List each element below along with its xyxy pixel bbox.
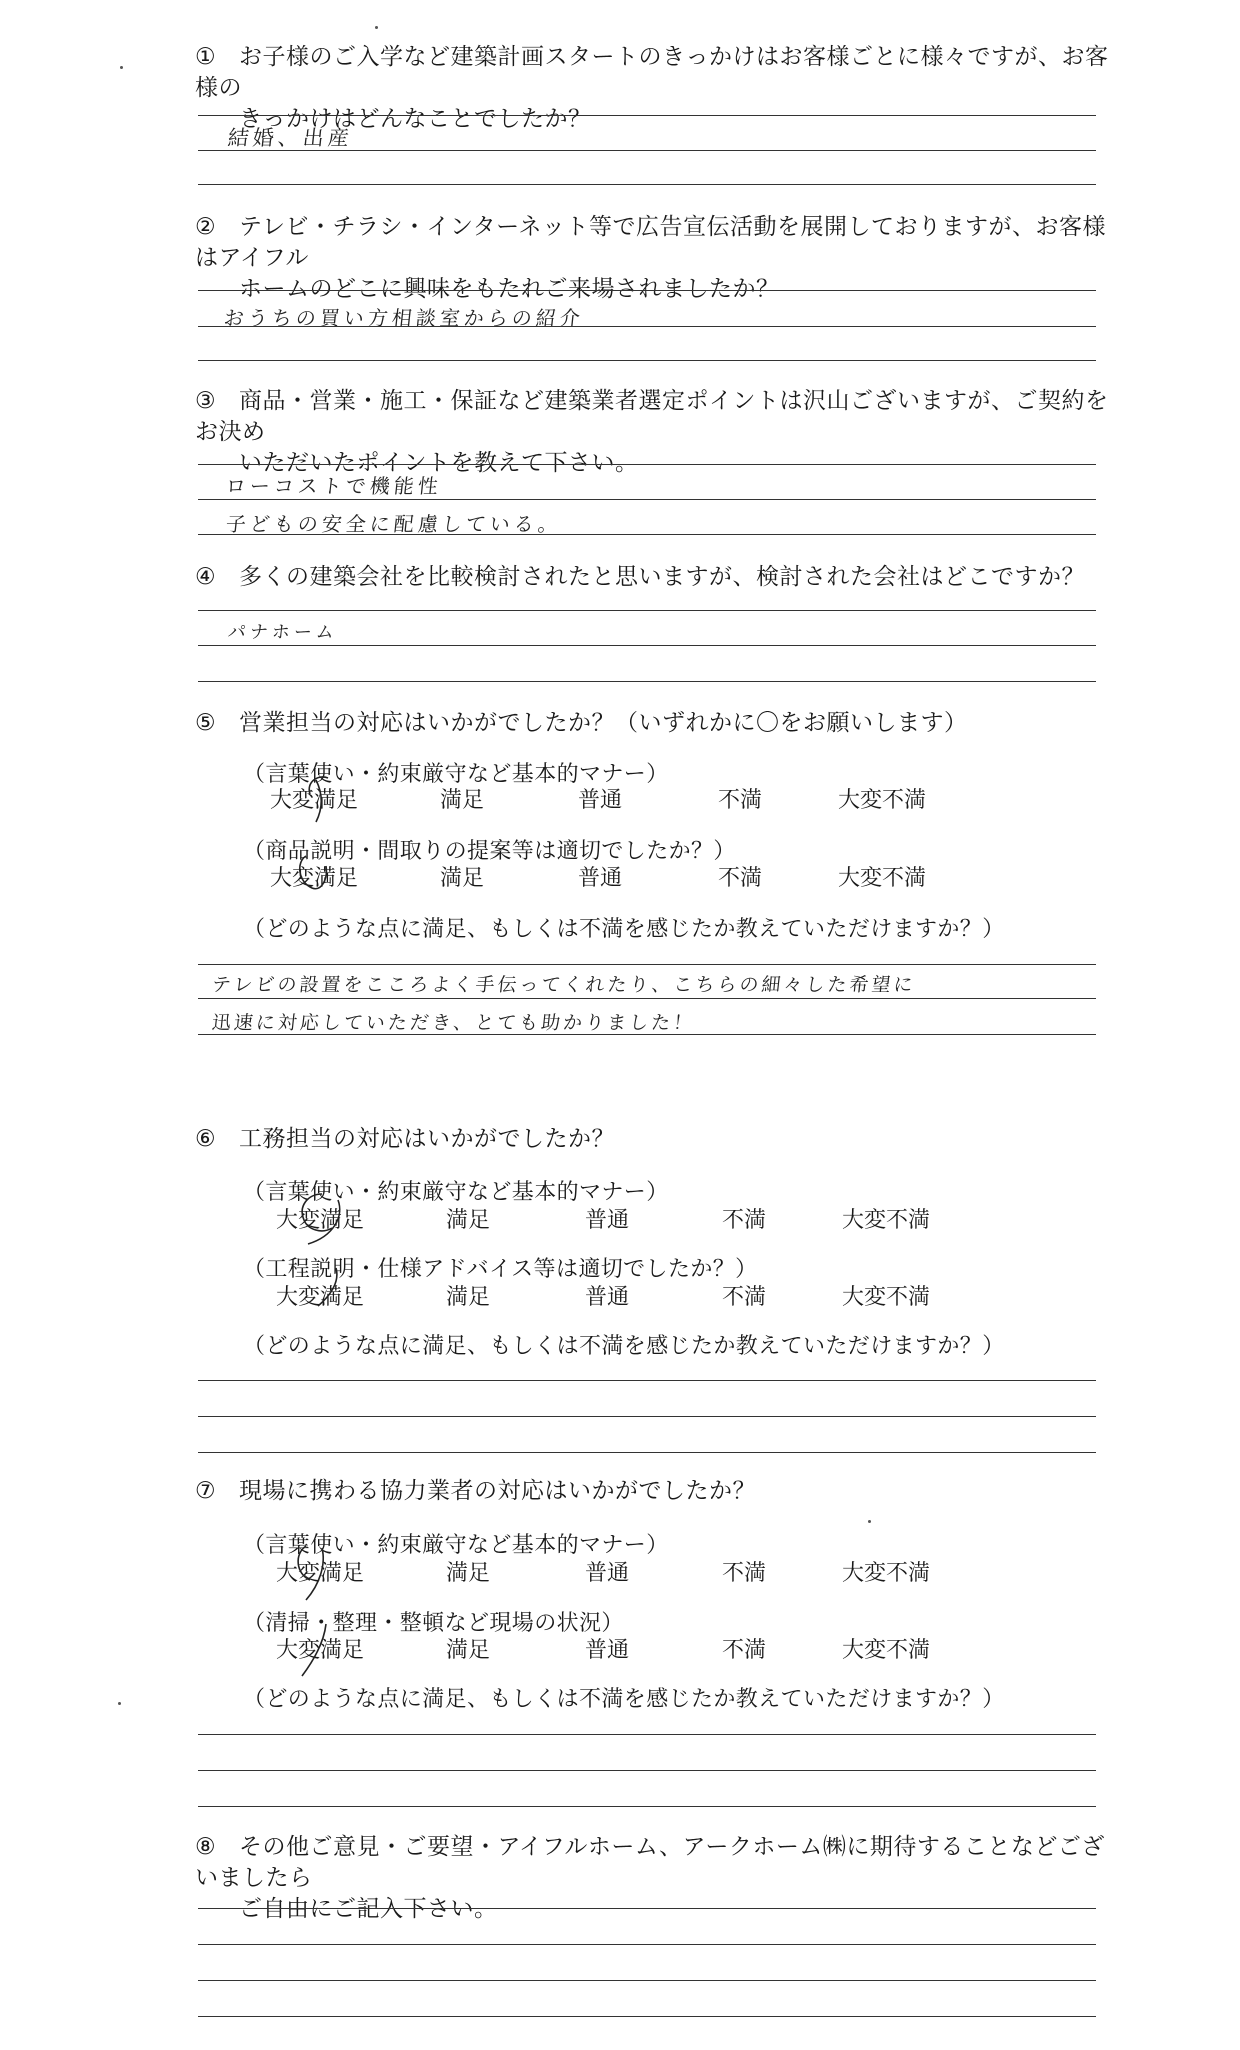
option-satisfied[interactable]: 満足	[440, 788, 485, 813]
selection-circle-mark	[296, 1262, 356, 1322]
answer-line	[198, 1416, 1096, 1417]
handwritten-answer: 迅速に対応していただき、とても助かりました！	[210, 1012, 697, 1034]
answer-line	[198, 184, 1096, 185]
handwritten-answer: テレビの設置をこころよく手伝ってくれたり、こちらの細々した希望に	[210, 974, 917, 996]
option-very-satisfied[interactable]: 大変満足	[276, 1285, 365, 1310]
rating-subheading: （どのような点に満足、もしくは不満を感じたか教えていただけますか？）	[243, 917, 1005, 942]
option-neutral[interactable]: 普通	[585, 1285, 630, 1310]
rating-subheading: （工程説明・仕様アドバイス等は適切でしたか？）	[243, 1257, 758, 1282]
option-very-satisfied[interactable]: 大変満足	[270, 866, 359, 891]
rating-subheading: （どのような点に満足、もしくは不満を感じたか教えていただけますか？）	[243, 1334, 1005, 1359]
option-satisfied[interactable]: 満足	[446, 1208, 491, 1233]
option-neutral[interactable]: 普通	[585, 1561, 630, 1586]
answer-line	[198, 1980, 1096, 1981]
option-satisfied[interactable]: 満足	[446, 1561, 491, 1586]
option-very-satisfied[interactable]: 大変満足	[270, 788, 359, 813]
question-number: ④	[195, 564, 217, 590]
question-text: お子様のご入学など建築計画スタートのきっかけはお客様ごとに様々ですが、お客様の	[195, 44, 1109, 101]
option-dissatisfied[interactable]: 不満	[722, 1285, 767, 1310]
option-very-satisfied[interactable]: 大変満足	[276, 1561, 365, 1586]
scan-speck	[868, 1520, 871, 1523]
answer-line	[198, 1908, 1096, 1909]
rating-subheading: （言葉使い・約束厳守など基本的マナー）	[243, 1180, 669, 1205]
option-satisfied[interactable]: 満足	[446, 1638, 491, 1663]
question-text-continued: ホームのどこに興味をもたれご来場されましたか？	[239, 276, 780, 302]
question-text: 多くの建築会社を比較検討されたと思いますが、検討された会社はどこですか？	[239, 564, 1085, 590]
answer-line	[198, 534, 1096, 535]
option-dissatisfied[interactable]: 不満	[722, 1638, 767, 1663]
question-5	[195, 708, 1125, 739]
answer-line	[198, 1806, 1096, 1807]
option-dissatisfied[interactable]: 不満	[722, 1561, 767, 1586]
question-7	[195, 1476, 1125, 1507]
question-3	[195, 386, 1125, 479]
question-2	[195, 212, 1125, 305]
question-number: ⑧	[195, 1834, 217, 1860]
option-very-satisfied[interactable]: 大変満足	[276, 1208, 365, 1233]
question-number: ⑤	[195, 710, 217, 736]
option-dissatisfied[interactable]: 不満	[722, 1208, 767, 1233]
question-text: 工務担当の対応はいかがでしたか？	[239, 1126, 615, 1152]
question-number: ⑦	[195, 1478, 217, 1504]
selection-circle-mark	[270, 770, 370, 830]
rating-options-row	[0, 1633, 1240, 1663]
question-text-continued: ご自由にご記入下さい。	[239, 1896, 498, 1922]
handwritten-answer: パナホーム	[226, 622, 339, 643]
rating-subheading: （商品説明・間取りの提案等は適切でしたか？）	[243, 839, 736, 864]
answer-line	[198, 1034, 1096, 1035]
answer-line	[198, 360, 1096, 361]
option-dissatisfied[interactable]: 不満	[718, 866, 763, 891]
handwritten-answer: おうちの買い方相談室からの紹介	[222, 306, 586, 330]
question-text: 商品・営業・施工・保証など建築業者選定ポイントは沢山ございますが、ご契約をお決め	[195, 388, 1109, 445]
rating-options-row	[0, 783, 1240, 813]
question-number: ⑥	[195, 1126, 217, 1152]
question-text: 営業担当の対応はいかがでしたか？（いずれかに〇をお願いします）	[239, 710, 968, 736]
question-text-continued: きっかけはどんなことでしたか？	[239, 106, 592, 132]
rating-options-row	[0, 861, 1240, 891]
option-neutral[interactable]: 普通	[585, 1638, 630, 1663]
answer-line	[198, 1452, 1096, 1453]
option-very-dissatisfied[interactable]: 大変不満	[838, 788, 927, 813]
answer-line	[198, 1734, 1096, 1735]
option-very-dissatisfied[interactable]: 大変不満	[842, 1638, 931, 1663]
answer-line	[198, 290, 1096, 291]
question-number: ③	[195, 388, 217, 414]
scan-speck	[120, 66, 123, 69]
rating-subheading: （言葉使い・約束厳守など基本的マナー）	[243, 1533, 669, 1558]
option-neutral[interactable]: 普通	[578, 788, 623, 813]
rating-subheading: （言葉使い・約束厳守など基本的マナー）	[243, 762, 669, 787]
answer-line	[198, 964, 1096, 965]
handwritten-answer: ローコストで機能性	[224, 474, 444, 498]
handwritten-answer: 結婚、出産	[226, 126, 355, 150]
selection-circle-mark	[278, 1616, 358, 1686]
answer-line	[198, 499, 1096, 500]
question-6	[195, 1124, 1125, 1155]
answer-line	[198, 681, 1096, 682]
answer-line	[198, 2016, 1096, 2017]
answer-line	[198, 998, 1096, 999]
answer-line	[198, 1770, 1096, 1771]
option-satisfied[interactable]: 満足	[446, 1285, 491, 1310]
handwritten-answer: 子どもの安全に配慮している。	[224, 512, 564, 536]
option-satisfied[interactable]: 満足	[440, 866, 485, 891]
option-very-dissatisfied[interactable]: 大変不満	[838, 866, 927, 891]
answer-line	[198, 1944, 1096, 1945]
question-text: テレビ・チラシ・インターネット等で広告宣伝活動を展開しておりますが、お客様はアイフル	[195, 214, 1106, 271]
answer-line	[198, 115, 1096, 116]
answer-line	[198, 326, 1096, 327]
question-text: 現場に携わる協力業者の対応はいかがでしたか？	[239, 1478, 756, 1504]
option-very-dissatisfied[interactable]: 大変不満	[842, 1561, 931, 1586]
selection-circle-mark	[276, 1540, 356, 1610]
rating-options-row	[0, 1556, 1240, 1586]
selection-circle-mark	[268, 1186, 378, 1256]
answer-line	[198, 610, 1096, 611]
question-8	[195, 1832, 1125, 1925]
rating-subheading: （清掃・整理・整頓など現場の状況）	[243, 1611, 624, 1636]
rating-options-row	[0, 1280, 1240, 1310]
answer-line	[198, 1380, 1096, 1381]
answer-line	[198, 464, 1096, 465]
option-very-dissatisfied[interactable]: 大変不満	[842, 1285, 931, 1310]
question-number: ①	[195, 44, 217, 70]
question-4	[195, 562, 1125, 593]
option-very-satisfied[interactable]: 大変満足	[276, 1638, 365, 1663]
question-number: ②	[195, 214, 217, 240]
rating-options-row	[0, 1203, 1240, 1233]
answer-line	[198, 150, 1096, 151]
question-text: その他ご意見・ご要望・アイフルホーム、アークホーム㈱に期待することなどございましたら	[195, 1834, 1105, 1891]
option-very-dissatisfied[interactable]: 大変不満	[842, 1208, 931, 1233]
scan-speck	[375, 26, 378, 29]
question-text-continued: いただいたポイントを教えて下さい。	[239, 450, 639, 476]
answer-line	[198, 645, 1096, 646]
option-neutral[interactable]: 普通	[585, 1208, 630, 1233]
scan-speck	[118, 1702, 121, 1705]
option-neutral[interactable]: 普通	[578, 866, 623, 891]
option-dissatisfied[interactable]: 不満	[718, 788, 763, 813]
rating-subheading: （どのような点に満足、もしくは不満を感じたか教えていただけますか？）	[243, 1687, 1005, 1712]
selection-circle-mark	[268, 848, 368, 908]
